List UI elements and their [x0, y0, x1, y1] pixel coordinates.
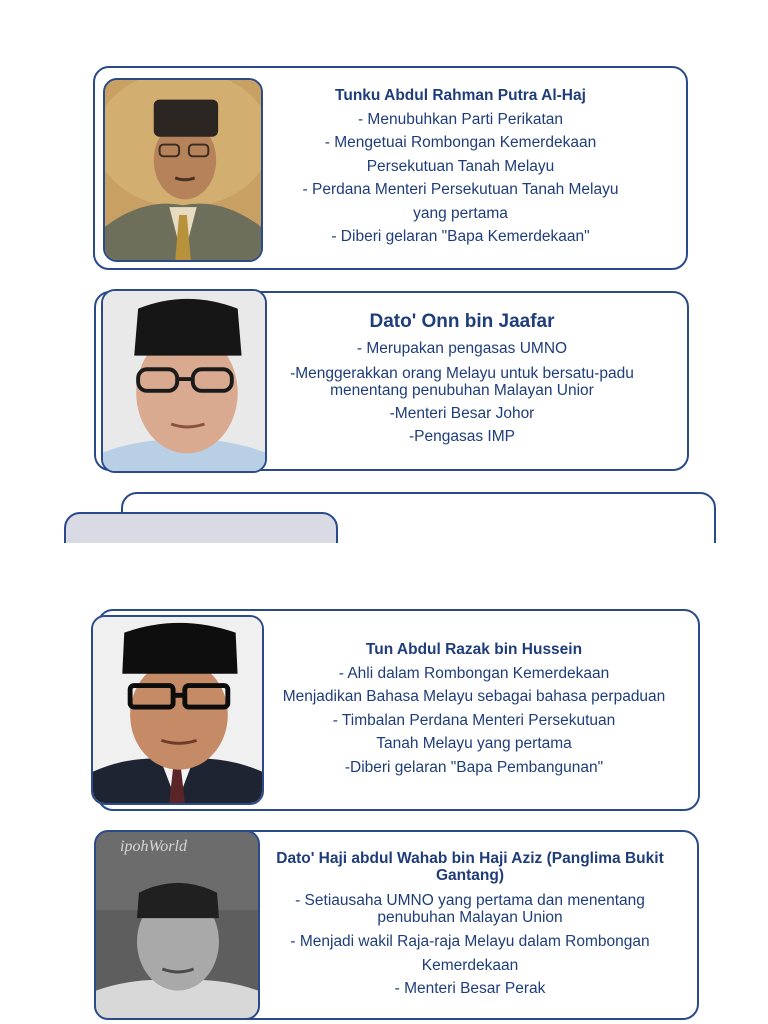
profile-line: - Perdana Menteri Persekutuan Tanah Melayu — [302, 181, 619, 198]
profile-line: penubuhan Malayan Union — [377, 909, 563, 926]
profile-line: - Menjadi wakil Raja-raja Melayu dalam Rombongan — [290, 933, 650, 950]
profile-line: -Menggerakkan orang Melayu untuk bersatu-padu — [290, 364, 634, 382]
profile-text-razak — [264, 638, 684, 779]
profile-name: Dato' Haji abdul Wahab bin Haji Aziz (Panglima Bukit — [276, 850, 664, 867]
profile-line: -Menteri Besar Johor — [389, 404, 535, 422]
watermark-logo: ipohWorld — [120, 838, 187, 855]
profile-name: Dato' Onn bin Jaafar — [369, 311, 555, 332]
profile-line: - Menubuhkan Parti Perikatan — [357, 110, 564, 128]
profile-text-wahab — [260, 850, 680, 1001]
profile-line: Kemerdekaan — [421, 956, 519, 974]
profile-name: Tun Abdul Razak bin Hussein — [365, 641, 583, 658]
portrait-tun-abdul-razak — [91, 615, 264, 805]
profile-line: - Setiausaha UMNO yang pertama dan menentang — [295, 892, 645, 909]
profile-name: Tunku Abdul Rahman Putra Al-Haj — [335, 87, 586, 104]
profile-line: - Timbalan Perdana Menteri Persekutuan — [332, 711, 616, 729]
profile-line: -Pengasas IMP — [409, 428, 515, 445]
page-break — [0, 543, 768, 605]
profile-line: menentang penubuhan Malayan Unior — [330, 381, 594, 399]
profile-line: - Diberi gelaran "Bapa Kemerdekaan" — [331, 228, 590, 245]
profile-line: - Menteri Besar Perak — [394, 980, 546, 997]
profile-line: Tanah Melayu yang pertama — [376, 735, 572, 752]
profile-line: Persekutuan Tanah Melayu — [366, 157, 555, 175]
profile-line: Menjadikan Bahasa Melayu sebagai bahasa perpaduan — [282, 688, 666, 705]
profile-line: - Merupakan pengasas UMNO — [356, 340, 568, 357]
portrait-dato-onn-jaafar — [101, 289, 267, 473]
portrait-tunku-abdul-rahman — [103, 78, 263, 262]
profile-line: -Diberi gelaran "Bapa Pembangunan" — [344, 758, 604, 776]
portrait-dato-abdul-wahab — [94, 830, 260, 1020]
profile-line: yang pertama — [413, 204, 508, 222]
profile-line: - Mengetuai Rombongan Kemerdekaan — [324, 134, 597, 151]
profile-name-continued: Gantang) — [435, 867, 505, 884]
profile-text-onn — [267, 307, 657, 449]
profile-text-tunku — [263, 84, 658, 249]
profile-line: - Ahli dalam Rombongan Kemerdekaan — [338, 664, 610, 682]
